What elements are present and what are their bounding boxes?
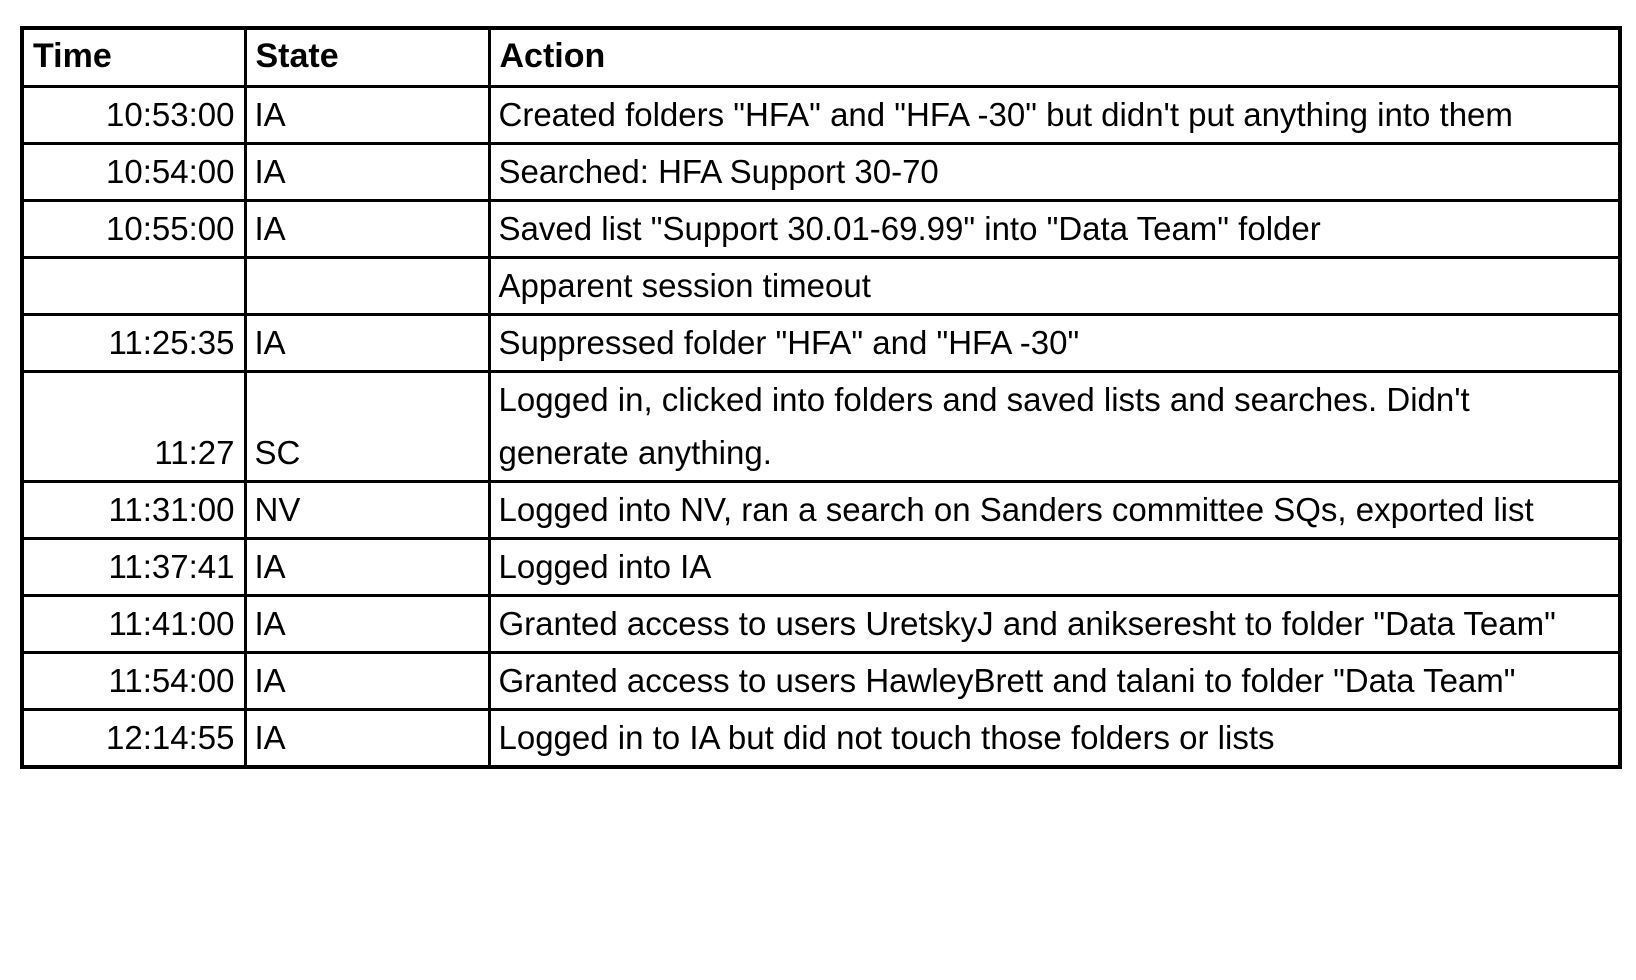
state-cell: NV: [245, 482, 489, 539]
time-cell: 10:54:00: [22, 144, 245, 201]
table-row: [22, 482, 1620, 539]
action-cell: Logged in to IA but did not touch those folders or lists: [489, 710, 1620, 768]
table-row: [22, 372, 1620, 482]
state-cell: IA: [245, 596, 489, 653]
time-cell: 11:37:41: [22, 539, 245, 596]
state-cell: IA: [245, 201, 489, 258]
log-table-body: [22, 87, 1620, 768]
state-cell: IA: [245, 710, 489, 768]
time-cell: 11:54:00: [22, 653, 245, 710]
time-cell: [22, 258, 245, 315]
col-header-action: Action: [489, 28, 1620, 87]
table-row: [22, 596, 1620, 653]
action-cell: Logged into IA: [489, 539, 1620, 596]
table-row: [22, 315, 1620, 372]
state-cell: SC: [245, 372, 489, 482]
table-row: [22, 87, 1620, 144]
time-cell: 10:53:00: [22, 87, 245, 144]
table-row: [22, 653, 1620, 710]
col-header-time: Time: [22, 28, 245, 87]
action-cell: Logged into NV, ran a search on Sanders committee SQs, exported list: [489, 482, 1620, 539]
state-cell: IA: [245, 87, 489, 144]
table-row: [22, 539, 1620, 596]
action-cell: Logged in, clicked into folders and saved lists and searches. Didn't generate anything.: [489, 372, 1620, 482]
time-cell: 11:41:00: [22, 596, 245, 653]
table-row: [22, 258, 1620, 315]
action-cell: Apparent session timeout: [489, 258, 1620, 315]
action-cell: Suppressed folder "HFA" and "HFA -30": [489, 315, 1620, 372]
state-cell: IA: [245, 315, 489, 372]
action-cell: Searched: HFA Support 30-70: [489, 144, 1620, 201]
table-row: [22, 144, 1620, 201]
time-cell: 11:31:00: [22, 482, 245, 539]
time-cell: 11:27: [22, 372, 245, 482]
table-row: [22, 710, 1620, 768]
state-cell: [245, 258, 489, 315]
time-cell: 12:14:55: [22, 710, 245, 768]
action-cell: Granted access to users UretskyJ and anikseresht to folder "Data Team": [489, 596, 1620, 653]
table-row: [22, 201, 1620, 258]
state-cell: IA: [245, 144, 489, 201]
action-cell: Granted access to users HawleyBrett and talani to folder "Data Team": [489, 653, 1620, 710]
action-cell: Created folders "HFA" and "HFA -30" but didn't put anything into them: [489, 87, 1620, 144]
header-row: [22, 28, 1620, 87]
col-header-state: State: [245, 28, 489, 87]
action-cell: Saved list "Support 30.01-69.99" into "Data Team" folder: [489, 201, 1620, 258]
time-cell: 11:25:35: [22, 315, 245, 372]
state-cell: IA: [245, 539, 489, 596]
activity-log-table: [20, 26, 1622, 769]
state-cell: IA: [245, 653, 489, 710]
time-cell: 10:55:00: [22, 201, 245, 258]
